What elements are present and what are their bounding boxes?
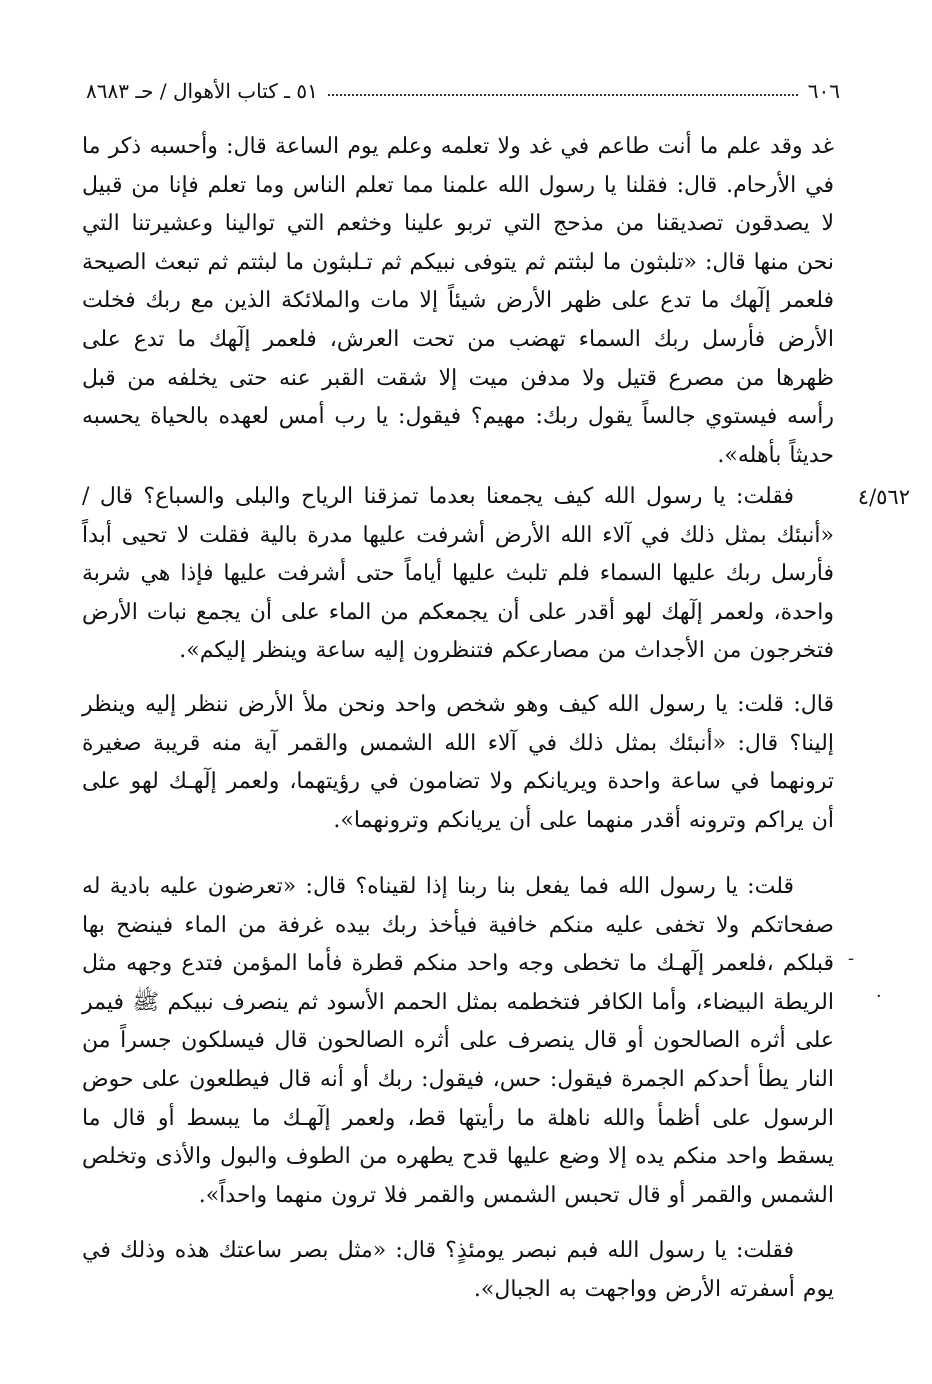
paragraph-3: قال: قلت: يا رسول الله كيف وهو شخص واحد ونحن ملأ الأرض ننظر إليه وينظر إلينا؟ قال: «أنبئك بمثل ذلك في آلاء الله الشمس والقمر آية منه قريبة صغيرة ترونهما في ساعة واحدة ويريانكم ولا تضامون في رؤيتهما، ولعمر إلٓهـك لهو على أن يراكم وترونه أقدر منهما على أن يريانكم وترونهما».: [82, 692, 834, 833]
paragraph-2: فقلت: يا رسول الله كيف يجمعنا بعدما تمزقنا الرياح والبلى والسباع؟ قال / «أنبئك بمثل ذلك في آلاء الله الأرض أشرفت عليها مدرة بالية فقلت لا تحيى أبداً فأرسل ربك عليها السماء فلم تلبث عليها أياماً حتى أشرفت عليها فإذا هي شربة واحدة، ولعمر إلٓهك لهو أقدر على أن يجمعكم من الماء على أن يجمع نبات الأرض فتخرجون من الأجداث من مصارعكم فتنظرون إليه ساعة وينظر إليكم».: [82, 484, 834, 664]
paragraph-5: فقلت: يا رسول الله فبم نبصر يومئذٍ؟ قال: «مثل بصر ساعتك هذه وذلك في يوم أسفرته الأرض وواجهت به الجبال».: [82, 1238, 834, 1302]
paragraph-block-1: [82, 128, 834, 475]
paragraph-block-4: [82, 868, 834, 1215]
paragraph-1: غد وقد علم ما أنت طاعم في غد ولا تعلمه وعلم يوم الساعة قال: وأحسبه ذكر ما في الأرحام. قال: فقلنا يا رسول الله علمنا مما تعلم الناس وما تعلم فإنا من قبيل لا يصدقون تصديقنا من مذحج التي تربو علينا وخثعم التي توالينا وعشيرتنا التي نحن منها قال: «تلبثون ما لبثتم ثم يتوفى نبيكم ثم تـلبثون ما لبثتم ثم تبعث الصيحة فلعمر إلٓهك ما تدع على ظهر الأرض شيئاً إلا مات والملائكة الذين مع ربك فخلت الأرض فأرسل ربك السماء تهضب من تحت العرش، فلعمر إلٓهك ما تدع على ظهرها من مصرع قتيل ولا مدفن ميت إلا شقت القبر عنه حتى يخلفه من قبل رأسه فيستوي جالساً يقول ربك: مهيم؟ فيقول: يا رب أمس لعهده بالحياة يحسبه حديثاً بأهله».: [82, 134, 834, 468]
paragraph-block-3: [82, 686, 834, 840]
page-header: [86, 74, 840, 108]
margin-tick-mark: -: [848, 948, 855, 969]
margin-dot-mark: ·: [876, 986, 882, 1007]
running-title: ٥١ ـ كتاب الأهوال / حـ ٨٦٨٣: [86, 79, 318, 103]
paragraph-block-2: [82, 478, 834, 671]
margin-reference: ٤/٥٦٢: [857, 485, 910, 509]
paragraph-block-5: [82, 1232, 834, 1309]
paragraph-4: قلت: يا رسول الله فما يفعل بنا ربنا إذا لقيناه؟ قال: «تعرضون عليه بادية له صفحاتكم ولا تخفى عليه منكم خافية فيأخذ ربك بيده غرفة من الماء فينضح بها قبلكم ،فلعمر إلٓهـك ما تخطى وجه واحد منكم قطرة فأما المؤمن فتدع وجهه مثل الريطة البيضاء، وأما الكافر فتخطمه بمثل الحمم الأسود ثم ينصرف نبيكم ﷺ فيمر على أثره الصالحون أو قال ينصرف على أثره الصالحون قال فيسلكون جسراً من النار يطأ أحدكم الجمرة فيقول: حس، فيقول: ربك أو أنه قال فيطلعون على حوض الرسول على أظمأ والله ناهلة ما رأيتها قط، ولعمر إلٓهـك ما يبسط أو قال ما يسقط واحد منكم يده إلا وضع عليها قدح يطهره من الطوف والبول والأذى وتخلص الشمس والقمر أو قال تحبس الشمس والقمر فلا ترون منهما واحداً».: [82, 874, 834, 1208]
header-dotted-leader: [328, 94, 798, 96]
page-number: ٦٠٦: [807, 79, 840, 103]
